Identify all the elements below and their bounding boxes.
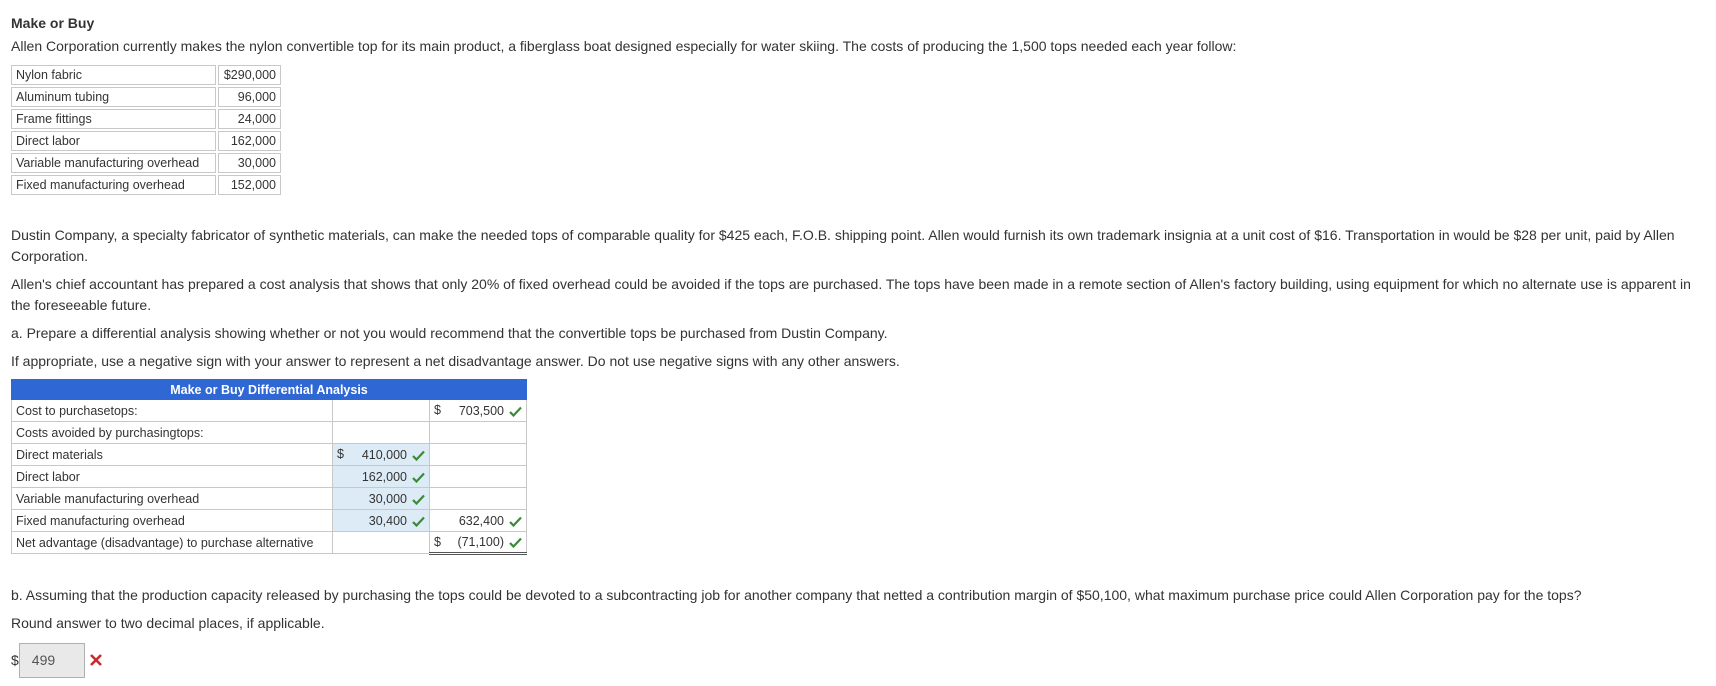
part-a-instruction: If appropriate, use a negative sign with your answer to represent a net disadvantage answer. Do not use negative signs with any other answers. bbox=[11, 353, 900, 369]
currency-symbol: $ bbox=[337, 447, 344, 461]
check-icon bbox=[412, 494, 425, 505]
differential-analysis-header: Make or Buy Differential Analysis bbox=[12, 380, 527, 400]
row-label: Variable manufacturing overhead bbox=[12, 488, 333, 510]
net-advantage-field[interactable] bbox=[430, 532, 527, 554]
table-row bbox=[12, 444, 527, 466]
problem-title: Make or Buy bbox=[11, 15, 95, 31]
check-icon bbox=[412, 472, 425, 483]
currency-symbol: $ bbox=[11, 652, 19, 668]
check-icon bbox=[509, 516, 522, 527]
total-avoided-value: 632,400 bbox=[458, 513, 504, 528]
table-row bbox=[12, 466, 527, 488]
total-avoided-field[interactable] bbox=[430, 510, 527, 532]
empty-cell bbox=[430, 466, 527, 488]
part-a-question: a. Prepare a differential analysis showing whether or not you would recommend that the convertible tops be purchased from Dustin Company. bbox=[11, 325, 888, 341]
direct-labor-field[interactable] bbox=[333, 466, 430, 488]
table-row bbox=[11, 109, 281, 129]
variable-overhead-field[interactable] bbox=[333, 488, 430, 510]
fixed-overhead-field[interactable] bbox=[333, 510, 430, 532]
row-label: Fixed manufacturing overhead bbox=[12, 510, 333, 532]
cost-amount: 24,000 bbox=[218, 109, 281, 129]
cost-label: Fixed manufacturing overhead bbox=[11, 175, 216, 195]
table-row bbox=[11, 175, 281, 195]
cost-to-purchase-field[interactable] bbox=[430, 400, 527, 422]
cost-amount: 96,000 bbox=[218, 87, 281, 107]
empty-cell bbox=[333, 400, 430, 422]
differential-analysis-table bbox=[11, 379, 527, 555]
empty-cell bbox=[333, 532, 430, 554]
check-icon bbox=[412, 516, 425, 527]
empty-cell bbox=[430, 488, 527, 510]
cost-label: Direct labor bbox=[11, 131, 216, 151]
net-advantage-value: (71,100) bbox=[457, 535, 504, 549]
empty-cell bbox=[430, 444, 527, 466]
row-label: Net advantage (disadvantage) to purchase alternative bbox=[12, 532, 333, 554]
accountant-paragraph: Allen's chief accountant has prepared a cost analysis that shows that only 20% of fixed overhead could be avoided if the tops are purchased. The tops have been made in a remote section of Allen's factory building, using equipment for which no alternate use is apparent in the foreseeable future. bbox=[11, 276, 1691, 313]
table-row bbox=[12, 400, 527, 422]
cost-amount: $290,000 bbox=[218, 65, 281, 85]
dustin-paragraph: Dustin Company, a specialty fabricator of synthetic materials, can make the needed tops of comparable quality for $425 each, F.O.B. shipping point. Allen would furnish its own trademark insignia at a unit cost of $16. Transportation in would be $28 per unit, paid by Allen Corporation. bbox=[11, 227, 1675, 264]
variable-overhead-value: 30,000 bbox=[368, 491, 407, 506]
empty-cell bbox=[333, 422, 430, 444]
row-label: Direct labor bbox=[12, 466, 333, 488]
cost-to-purchase-value: 703,500 bbox=[458, 403, 504, 418]
table-row bbox=[12, 532, 527, 554]
direct-materials-field[interactable] bbox=[333, 444, 430, 466]
part-b-question: b. Assuming that the production capacity released by purchasing the tops could be devoted to a subcontracting job for another company that netted a contribution margin of $50,100, what maximum purchase price could Allen Corporation pay for the tops? bbox=[11, 587, 1582, 603]
currency-symbol: $ bbox=[434, 535, 441, 549]
part-b-answer bbox=[11, 642, 1716, 678]
row-label: Cost to purchasetops: bbox=[12, 400, 333, 422]
incorrect-x-icon bbox=[89, 653, 103, 667]
cost-label: Variable manufacturing overhead bbox=[11, 153, 216, 173]
table-row bbox=[12, 488, 527, 510]
cost-amount: 162,000 bbox=[218, 131, 281, 151]
row-label: Direct materials bbox=[12, 444, 333, 466]
fixed-overhead-value: 30,400 bbox=[368, 513, 407, 528]
part-b-instruction: Round answer to two decimal places, if applicable. bbox=[11, 615, 325, 631]
table-row bbox=[11, 153, 281, 173]
check-icon bbox=[509, 537, 522, 548]
production-costs-table bbox=[9, 63, 283, 197]
check-icon bbox=[509, 406, 522, 417]
cost-label: Frame fittings bbox=[11, 109, 216, 129]
table-row bbox=[11, 87, 281, 107]
cost-label: Aluminum tubing bbox=[11, 87, 216, 107]
empty-cell bbox=[430, 422, 527, 444]
direct-materials-value: 410,000 bbox=[361, 447, 407, 462]
cost-amount: 152,000 bbox=[218, 175, 281, 195]
table-row bbox=[11, 131, 281, 151]
table-row bbox=[12, 510, 527, 532]
direct-labor-value: 162,000 bbox=[361, 469, 407, 484]
cost-amount: 30,000 bbox=[218, 153, 281, 173]
check-icon bbox=[412, 450, 425, 461]
cost-label: Nylon fabric bbox=[11, 65, 216, 85]
max-price-input[interactable]: 499 bbox=[19, 643, 85, 678]
table-row bbox=[12, 422, 527, 444]
currency-symbol: $ bbox=[434, 403, 441, 417]
table-row bbox=[11, 65, 281, 85]
row-label: Costs avoided by purchasingtops: bbox=[12, 422, 333, 444]
intro-paragraph: Allen Corporation currently makes the nylon convertible top for its main product, a fiberglass boat designed especially for water skiing. The costs of producing the 1,500 tops needed each year follow: bbox=[11, 38, 1237, 54]
